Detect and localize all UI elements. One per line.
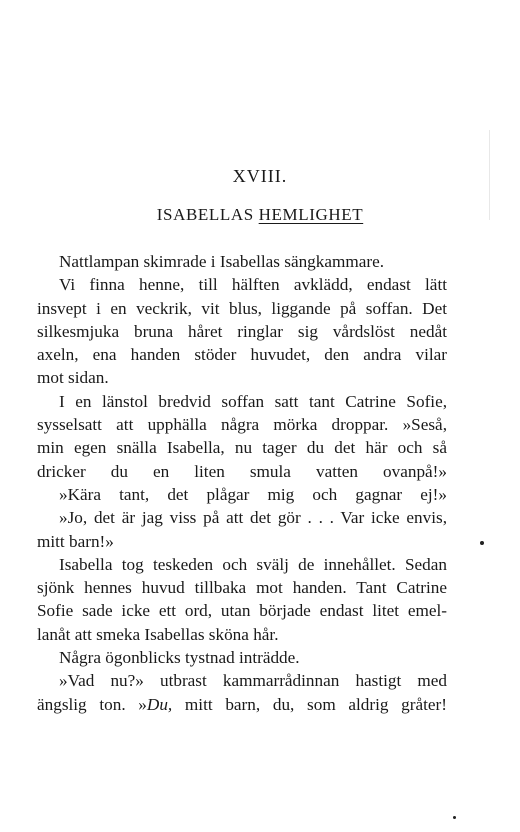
text-line: »Kära tant, det plågar mig och gagnar ej!» (59, 484, 447, 504)
final-line-prefix: ängslig ton. » (37, 694, 147, 714)
ink-speck (453, 816, 456, 819)
text-line: Sofie sade icke ett ord, utan började endast litet emel- (37, 601, 447, 621)
text-line: Några ögonblicks tystnad inträdde. (59, 648, 300, 668)
chapter-title-part2: HEMLIGHET (258, 205, 364, 224)
final-line-suffix: mitt barn, du, som aldrig gråter! (172, 694, 447, 714)
text-line: Vi finna henne, till hälften avklädd, endast lätt (59, 275, 447, 295)
chapter-title (0, 205, 520, 225)
text-line: Isabella tog teskeden och svälj de innehållet. Sedan (59, 554, 447, 574)
body-text (37, 250, 447, 716)
text-line-final (37, 693, 447, 716)
text-line: I en länstol bredvid soffan satt tant Catrine Sofie, (59, 391, 447, 411)
final-line-emphasis: Du, (146, 694, 173, 714)
text-line: dricker du en liten smula vatten ovanpå!» (37, 461, 447, 481)
text-line: »Jo, det är jag viss på att det gör . . . Var icke envis, (59, 508, 447, 528)
text-line: silkesmjuka bruna håret ringlar sig vårdslöst nedåt (37, 321, 447, 341)
text-line: mitt barn!» (37, 531, 114, 551)
text-line: axeln, ena handen stöder huvudet, den andra vilar (37, 345, 447, 365)
text-line: mot sidan. (37, 368, 109, 388)
text-line: sjönk hennes huvud tillbaka mot handen. Tant Catrine (37, 578, 447, 598)
chapter-number: XVIII. (232, 166, 288, 186)
text-line: sysselsatt att upphälla några mörka droppar. »Seså, (37, 415, 447, 435)
text-line: »Vad nu?» utbrast kammarrådinnan hastigt med (59, 671, 447, 691)
text-line: lanåt att smeka Isabellas sköna hår. (37, 624, 279, 644)
text-line: min egen snälla Isabella, nu tager du det här och så (37, 438, 447, 458)
text-line: insvept i en veckrik, vit blus, liggande på soffan. Det (37, 298, 447, 318)
ink-speck (480, 541, 484, 545)
chapter-title-part1: ISABELLAS (156, 205, 259, 224)
text-line: Nattlampan skimrade i Isabellas sängkammare. (59, 252, 385, 271)
